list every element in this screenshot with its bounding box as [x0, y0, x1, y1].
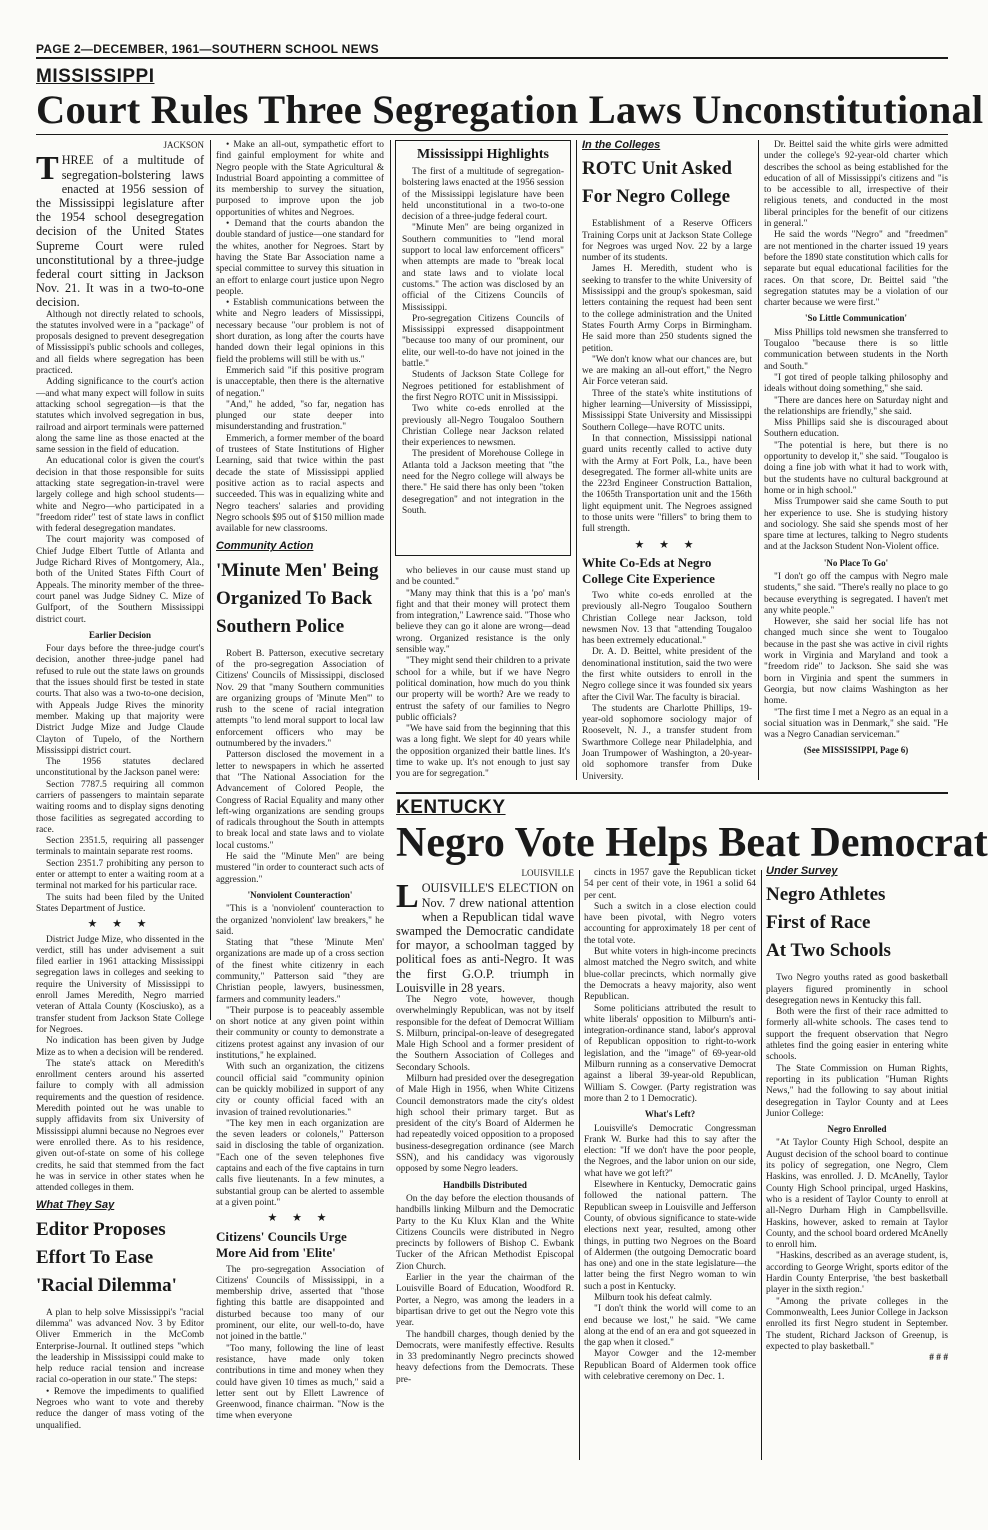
paragraph: Two Negro youths rated as good basketball players figured prominently in school desegregation news in Kentucky this fall. [766, 973, 948, 1006]
end-mark: # # # [929, 1353, 948, 1364]
paragraph: Adding significance to the court's action—and what many expect will follow in suits attacking school segregation—is that the statutes which involved segregation in bus, railroad and airport terminals were patterned along the same line as those enacted at the same session in the field of education. [36, 377, 204, 456]
paragraph: Section 2351.7 prohibiting any person to enter or attempt to enter a waiting room at a terminal not marked for his particular race. [36, 858, 204, 892]
dateline: JACKSON [163, 140, 204, 150]
paragraph: Section 2351.5, requiring all passenger terminals to maintain separate rest rooms. [36, 836, 204, 858]
paragraph: "Many may think that this is a 'po' man's fight and that their money will protect them from integration," Lawrence said. "Those who believe they can go it alone are wrong—dead wrong. Organized resistance is the only sensible way." [396, 588, 571, 656]
kentucky-column-3 [766, 866, 948, 1460]
paragraph: "There are dances here on Saturday night and the relationships are friendly," she said. [764, 395, 948, 417]
paragraph: Section 7787.5 requiring all common carriers of passengers to maintain separate waiting rooms and to display signs denoting those facilities as segregated according to race. [36, 779, 204, 835]
subhead: 'So Little Communication' [804, 313, 907, 324]
column-rule [758, 140, 759, 780]
minute-men-headline: 'Minute Men' Being Organized To Back Southern Police [216, 559, 379, 637]
paragraph: Miss Phillips said she is discouraged about Southern education. [764, 418, 948, 440]
kicker-in-the-colleges: In the Colleges [582, 139, 661, 151]
jump-line: (See MISSISSIPPI, Page 6) [803, 745, 909, 756]
highlights-box [395, 140, 571, 556]
mississippi-column-3 [396, 566, 570, 784]
paragraph: "I don't go off the campus with Negro male students," she said. "There's really no place to go because everything is segregated. I haven't met any white people." [764, 571, 948, 616]
paragraph: Robert B. Patterson, executive secretary of the pro-segregation Association of Citizens' Councils of Mississippi, disclosed Nov. 29 that "many Southern communities are organizing groups of 'Minute Men'" to rush to the scene of racial integration attempts "to lend moral support to local law enforcement officers who may be outnumbered by the invaders." [216, 648, 384, 750]
dateline: LOUISVILLE [521, 868, 574, 878]
paragraph: "I don't think the world will come to an end because we lost," he said. "We came along at the end of an era and got squeezed in the gap when it closed." [584, 1304, 756, 1349]
subhead: 'No Place To Go' [823, 557, 889, 568]
paragraph: However, she said her social life has not changed much since she went to Tougaloo because in the past she was active in civil rights work in Virginia and Maryland and took a "freedom ride" to Jackson. She said she was born in Virginia and spent the summers in Georgia, but now claims Washington as her home. [764, 617, 948, 707]
paragraph: A plan to help solve Mississippi's "racial dilemma" was advanced Nov. 3 by Editor Oliver Emmerich in the McComb Enterprise-Journal. It outlined steps "which the leadership in Mississippi could make to help reduce racial tension and increase racial co-operation in our state." The steps: [36, 1307, 204, 1386]
kentucky-headline: Negro Vote Helps Beat Democrat [396, 820, 988, 866]
paragraph: "This is a 'nonviolent' counteraction to the organized 'nonviolent' law breakers," he said. [216, 904, 384, 937]
kentucky-column-2 [584, 868, 756, 1458]
paragraph: Emmerich, a former member of the board of trustees of State Institutions of Higher Learning, said that twice within the past decade the state of Mississippi applied positive action as to racial aspects and succeeded. This was in equalizing white and Negro teachers' salaries and providing Negro schools $95 out of $150 million made available for new classrooms. [216, 433, 384, 535]
paragraph: Patterson disclosed the movement in a letter to newspapers in which he asserted that "The National Association for the Advancement of Colored People, the Congress of Racial Equality and many other left-wing organizations are sending groups of radicals throughout the South in attempts to break local and state laws and to violate local customs." [216, 750, 384, 851]
paragraph: The 1956 statutes declared unconstitutional by the Jackson panel were: [36, 757, 204, 779]
subhead: 'Nonviolent Counteraction' [247, 889, 353, 900]
paragraph: • Demand that the courts abandon the double standard of justice—one standard for the whites, another for Negroes. Start by having the State Bar Association name a special committee to survey this situation in an effort to enlarge court justice upon Negro people. [216, 219, 384, 297]
paragraph: Stating that "these 'Minute Men' organizations are made up of a cross section of the finest white citizenry in each community," Patterson said "they are Christian people, lawyers, businessmen, farmers and community leaders." [216, 938, 384, 1005]
paragraph: "I got tired of people talking philosophy and ideals without doing something," she said. [764, 372, 948, 395]
paragraph: "We don't know what our chances are, but we are making an all-out effort," the Negro Air Force veteran said. [582, 354, 752, 388]
paragraph: With such an organization, the citizens council official said "community opinion can be quickly mobilized in support of any city or county official faced with an invasion of trained revolutionaries." [216, 1062, 384, 1118]
paragraph: Both were the first of their race admitted to formerly all-white schools. The cases tend to support the frequent observation that Negro athletes find the going easier in entering white schools. [766, 1007, 948, 1063]
paragraph: "They might send their children to a private school for a while, but if we have Negro political domination, how much do you think our property will be worth? Are we ready to entrust the safety of our families to Negro public officials? [396, 656, 570, 723]
paragraph: Louisville's Democratic Congressman Frank W. Burke had this to say after the election: "If we don't have the poor people, the Negroes, and the labor union on our side, what have we got left?" [584, 1123, 756, 1179]
mississippi-column-2 [216, 140, 384, 1422]
column-rule [576, 140, 577, 780]
paragraph: He said the words "Negro" and "freedmen" are not mentioned in the charter issued 19 years before the 1890 state constitution which calls for separate but equal educational facilities for the races. On that score, Dr. Beittel said "the segregation statutes may be a violation of our charter because we were first." [764, 230, 948, 309]
paragraph: James H. Meredith, student who is seeking to transfer to the white University of Mississippi and the group's spokesman, said letters containing the request had been sent to the college administration and the United States Fourth Army Corps in Birmingham. He said more than 250 students signed the petition. [582, 264, 752, 354]
subhead: Negro Enrolled [827, 1124, 887, 1135]
paragraph: District Judge Mize, who dissented in the verdict, still has under advisement a suit filed earlier in 1961 attacking Mississippi segregation laws in colleges and seeking to require the University of Mississippi to enroll James Meredith, Negro married veteran of Attala County (Kosciusko), as a transfer student from Jackson State College for Negroes. [36, 934, 204, 1035]
paragraph: Students of Jackson State College for Negroes petitioned for establishment of the first Negro ROTC unit in Mississippi. [402, 370, 564, 403]
paragraph: cincts in 1957 gave the Republican ticket 54 per cent of their vote, in 1961 a solid 64 per cent. [584, 868, 756, 901]
state-label-mississippi: MISSISSIPPI [36, 66, 155, 87]
subhead: What's Left? [644, 1109, 696, 1120]
paragraph: "Minute Men" are being organized in Southern communities to "lend moral support to local law enforcement officers" when attempts are made to "break local and state laws and to violate local customs." The action was disclosed by an official of the Citizens Councils of Mississippi. [402, 223, 564, 313]
subhead: Handbills Distributed [443, 1179, 527, 1190]
paragraph: "We have said from the beginning that this was a long fight. We slept for 40 years while the opposition organized their battle lines. It's time to wake up. It's not enough to just say you are for segregation." [396, 724, 570, 780]
top-rule [36, 57, 948, 59]
paragraph: "Their purpose is to peaceably assemble on short notice at any given point within their community or county to demonstrate a citizens protest against any invasion of our institutions," he explained. [216, 1005, 384, 1062]
column-rule [761, 870, 762, 1460]
paragraph: "At Taylor County High School, despite an August decision of the school board to continue its policy of segregation, one Negro, Clem Haskins, was enrolled. J. D. McAnelly, Taylor County High School principal, urged Haskins, who is a resident of Taylor County to enroll at all-Negro Durham High in Campbellsville. Haskins, however, asked to remain at Taylor County, and the school board ordered McAnelly to enroll him. [766, 1138, 948, 1251]
paragraph: But white voters in high-income precincts almost matched the Negro switch, and white blue-collar precincts, which normally give the Democrats a heavy majority, also went Republican. [584, 947, 756, 1003]
paragraph: The president of Morehouse College in Atlanta told a Jackson meeting that "the need for the Negro college will always be there." He said there has only been "token desegregation" and not integration in the South. [402, 449, 564, 516]
paragraph: Earlier in the year the chairman of the Louisville Board of Education, Woodford R. Porter, a Negro, was among the leaders in a bipartisan drive to get out the Negro vote this year. [396, 1273, 574, 1329]
paragraph: Miss Trumpower said she came South to put her experience to use. She is studying history and sociology. She said she spends most of her spare time at lectures, talking to Negro students and at the Jackson Student Non-Violent office. [764, 497, 948, 553]
mississippi-column-4 [582, 140, 752, 786]
lead-paragraph: LOUISVILLE'S ELECTION on Nov. 7 drew national attention when a Republican tidal wave swamped the Democratic candidate for mayor, a schoolman tagged by political foes as anti-Negro. It was the first G.O.P. triumph in Louisville in 28 years. [396, 878, 574, 995]
mississippi-column-5 [764, 140, 948, 786]
section-rule [396, 792, 948, 794]
headline-rule [36, 134, 948, 135]
paragraph: • Make an all-out, sympathetic effort to find gainful employment for white and Negro people with the State Agricultural & Industrial Board appointing a committee of its membership to survey the situation, purposed to improve upon the job opportunities of whites and Negroes. [216, 140, 384, 218]
paragraph: Emmerich said "if this positive program is unacceptable, then there is the alternative of negation." [216, 365, 384, 399]
paragraph: • Remove the impediments to qualified Negroes who want to vote and thereby reduce the danger of mass voting of the unqualified. [36, 1386, 204, 1431]
paragraph: Three of the state's white institutions of higher learning—University of Mississippi, Mississippi State University and Mississippi Southern College—have ROTC units. [582, 388, 752, 433]
drop-cap: L [396, 878, 419, 916]
paragraph: Pro-segregation Citizens Councils of Mississippi expressed disappointment "because too many of our prominent, our elite, our well-to-do have not joined in the battle." [402, 313, 564, 370]
highlights-title: Mississippi Highlights [417, 147, 549, 162]
paragraph: Two white co-eds enrolled at the previously all-Negro Tougaloo Southern Christian College near Jackson, told newsmen Nov. 13 that "attending Tougaloo has been extremely educational." [582, 590, 752, 647]
paragraph: Milburn took his defeat calmly. [594, 1292, 712, 1303]
paragraph: Miss Phillips told newsmen she transferred to Tougaloo "because there is so little communication between students in the North and South." [764, 327, 948, 372]
paragraph: Although not directly related to schools, the statutes involved were in a "package" of proposals designed to prevent desegregation of Mississippi's public schools and colleges, and all fields where segregation has been practiced. [36, 309, 204, 377]
paragraph: who believes in our cause must stand up and be counted." [396, 566, 570, 588]
paragraph: Mayor Cowger and the 12-member Republican Board of Aldermen took office with celebrative ceremony on Dec. 1. [584, 1349, 756, 1383]
kentucky-column-1 [396, 868, 574, 1458]
elite-headline: Citizens' Councils Urge More Aid from 'Elite' [216, 1228, 347, 1260]
column-rule [210, 140, 211, 1020]
coeds-headline: White Co-Eds at Negro College Cite Experience [582, 554, 715, 586]
section-break-stars: ★ ★ ★ [267, 1212, 333, 1225]
paragraph: Milburn had presided over the desegregation of Male High in 1956, when White Citizens Council demonstrators made the city's oldest high school their primary target. But as president of the city's Board of Aldermen he had repeatedly voiced opposition to a proposed business-desegregation ordinance (see March SSN), and his candidacy was vigorously opposed by some Negro leaders. [396, 1074, 574, 1175]
paragraph: On the day before the election thousands of handbills linking Milburn and the Democratic Party to the Ku Klux Klan and the White Citizens Councils were distributed in Negro precincts by followers of Bishop C. Ewbank Tucker of the African Methodist Episcopal Zion Church. [396, 1193, 574, 1272]
paragraph: "The potential is here, but there is no opportunity to develop it," she said. "Tougaloo is doing a fine job with what it had to work with, but the students have no cultural background at home or in high school." [764, 440, 948, 496]
mississippi-column-1 [36, 140, 204, 1438]
paragraph: "Among the private colleges in the Commonwealth, Lees Junior College in Jackson enrolled its first Negro student in September. The student, Richard Jackson of Greenup, is expected to play basketball." [766, 1296, 948, 1352]
paragraph: An educational color is given the court's decision in that those responsible for suits attacking state segregation-in-travel were largely college and high school students—white and Negro—who participated in a "freedom rider" test of state laws in conflict with federal desegregation mandates. [36, 456, 204, 535]
section-break-stars: ★ ★ ★ [634, 538, 700, 551]
paragraph: Some politicians attributed the result to white liberals' opposition to Milburn's anti-integration-ordinance stand, labor's approval of Republican opposition to right-to-work legislation, and the "image" of 69-year-old Milburn running as a conservative Democrat against a liberal 39-year-old Republican, William S. Cowger. (Party registration was more than 2 to 1 Democratic). [584, 1003, 756, 1104]
drop-cap: T [36, 150, 59, 188]
kicker-what-they-say: What They Say [36, 1199, 115, 1212]
column-rule [579, 870, 580, 1460]
lead-paragraph: THREE of a multitude of segregation-bolstering laws enacted at 1956 session of the Mississippi legislature after the 1954 school desegregation decision of the United States Supreme Court were ruled unconstitutional by a three-judge federal court sitting in Jackson Nov. 21. It was in a two-to-one decision. [36, 150, 204, 310]
paragraph: In that connection, Mississippi national guard units recently called to active duty with the Army at Fort Polk, La., have been desegregated. The former all-white units are the 223rd Engineer Construction Battalion, the 1065th Transportation unit and the 156th light equipment unit. The Negroes assigned to those units were "fillers" to bring them to full strength. [582, 433, 752, 535]
editor-headline: Editor Proposes Effort To Ease 'Racial Dilemma' [36, 1218, 177, 1296]
paragraph: "Haskins, described as an average student, is, according to George Wright, sports editor of the Hardin County Enterprise, 'the best basketball player in the sixth region.' [766, 1251, 948, 1296]
state-label-kentucky: KENTUCKY [396, 797, 506, 818]
highlights-text [402, 167, 564, 553]
kicker-under-survey: Under Survey [766, 865, 838, 877]
section-break-stars: ★ ★ ★ [87, 918, 153, 931]
paragraph: He said the "Minute Men" are being mustered "in order to counteract such acts of aggression." [216, 852, 384, 885]
paragraph: The Negro vote, however, though overwhelmingly Republican, was not by itself responsible for the defeat of Democrat William S. Milburn, principal-on-leave of desegregated Male High School and a former president of the Southern Association of Colleges and Secondary Schools. [396, 994, 574, 1073]
paragraph: Two white co-eds enrolled at the previously all-Negro Tougaloo Southern Christian College near Jackson related their experiences to newsmen. [402, 404, 564, 449]
paragraph: • Establish communications between the white and Negro leaders of Mississippi, necessary because "our problem is not of short duration, as long after the courts have handed down their legal opinions in this field the problems will still be with us." [216, 298, 384, 365]
paragraph: No indication has been given by Judge Mize as to when a decision will be rendered. [36, 1036, 204, 1058]
paragraph: The handbill charges, though denied by the Democrats, were manifestly effective. Results in 33 predominantly Negro precincts showed heavy defections from the Democrats. These pre- [396, 1329, 574, 1385]
athletes-headline: Negro Athletes First of Race At Two Schools [766, 884, 891, 962]
paragraph: Establishment of a Reserve Officers Training Corps unit at Jackson State College for Negroes was urged Nov. 22 by a large number of its students. [582, 219, 752, 264]
paragraph: "And," he added, "so far, negation has plunged our state deeper into misunderstanding and frustration." [216, 399, 384, 433]
paragraph: "Too many, following the line of least resistance, have made only token contributions in time and money when they could have given 10 times as much," said a letter sent out by Ellett Lawrence of Greenwood, finance chairman. "Now is the time when everyone [216, 1343, 384, 1422]
mississippi-headline: Court Rules Three Segregation Laws Unconstitutional [36, 87, 984, 132]
paragraph: Elsewhere in Kentucky, Democratic gains followed the national pattern. The Republican sweep in Louisville and Jefferson County, of obvious significance to state-wide elections next year, resulted, among other things, in putting two Negroes on the Board of Aldermen (the outgoing Democratic board has one) and one in the state legislature—the latter being the first Negro woman to win such a post in Kentucky. [584, 1180, 756, 1292]
rotc-headline: ROTC Unit Asked For Negro College [582, 158, 732, 208]
paragraph: The court majority was composed of Chief Judge Elbert Tuttle of Atlanta and Judge Richard Rives of Montgomery, Ala., both of the United States Fifth Court of Appeals. The minority member of the three-court panel was Judge Sidney C. Mize of Gulfport, of the Southern Mississippi district court. [36, 535, 204, 625]
paragraph: The state's attack on Meredith's enrollment centers around his asserted failure to comply with all admission requirements and the question of residence. Meredith pointed out he was unable to supply affidavits from six University of Mississippi alumni because no Negroes ever were enrolled there. As to his residence, given out-of-state on some of his college credits, he said that stemmed from the fact he was in service in other states when he attended colleges in them. [36, 1058, 204, 1194]
paragraph: "The key men in each organization are the seven leaders or colonels," Patterson said in disclosing the table of organization. "Each one of the seven telephones five captains and each of the five captains in turn calls five lieutenants. In a few minutes, a substantial group can be alerted to assemble at a given point." [216, 1118, 384, 1208]
paragraph: The students are Charlotte Phillips, 19-year-old sophomore sociology major of Roosevelt, N. J., a transfer student from Swarthmore College near Philadelphia, and Joan Trumpower of Washington, a 20-year-old sophomore transfer from Duke University. [582, 703, 752, 782]
paragraph: The suits had been filed by the United States Department of Justice. [36, 892, 204, 914]
page-folio: PAGE 2—DECEMBER, 1961—SOUTHERN SCHOOL NEWS [36, 42, 379, 56]
paragraph: The State Commission on Human Rights, reporting in its publication "Human Rights News," had the following to say about initial desegregation in Taylor County and at Lees Junior College: [766, 1063, 948, 1119]
paragraph: "The first time I met a Negro as an equal in a social situation was in Denmark," she said. "He was a Negro Canadian serviceman." [764, 707, 948, 741]
paragraph: The first of a multitude of segregation-bolstering laws enacted at the 1956 session of the Mississippi legislature have been held unconstitutional in a two-to-one decision of a three-judge federal court. [402, 167, 564, 223]
paragraph: The pro-segregation Association of Citizens' Councils of Mississippi, in a membership drive, asserted that "those fighting this battle are disappointed and disturbed because too many of our prominent, our elite, our well-to-do, have not joined in the battle." [216, 1264, 384, 1343]
subhead: Earlier Decision [88, 629, 152, 640]
paragraph: Dr. A. D. Beittel, white president of the denominational institution, said the two were the first white outsiders to enroll in the Negro college since it was founded six years after the Civil War. The faculty is biracial. [582, 647, 752, 703]
paragraph: Four days before the three-judge court's decision, another three-judge panel had refused to rule out the state laws on grounds that the issues should first be tested in state courts. That also was a two-to-one decision, with Appeals Judge Rives the minority member. Making up that majority were District Judge Mize and Judge Claude Clayton of Tupelo, of the Northern Mississippi district court. [36, 644, 204, 756]
column-rule [390, 140, 391, 780]
paragraph: Dr. Beittel said the white girls were admitted under the college's 92-year-old charter which describes the school as being established for the education of all of Mississippi's citizens and "is to be accessible to all, irrespective of their religious tenets, and conducted in the most liberal principles for the benefit of our citizens in general." [764, 140, 948, 230]
kicker-community-action: Community Action [216, 540, 314, 553]
paragraph: Such a switch in a close election could have been pivotal, with Negro voters accounting for approximately 18 per cent of the total vote. [584, 901, 756, 946]
